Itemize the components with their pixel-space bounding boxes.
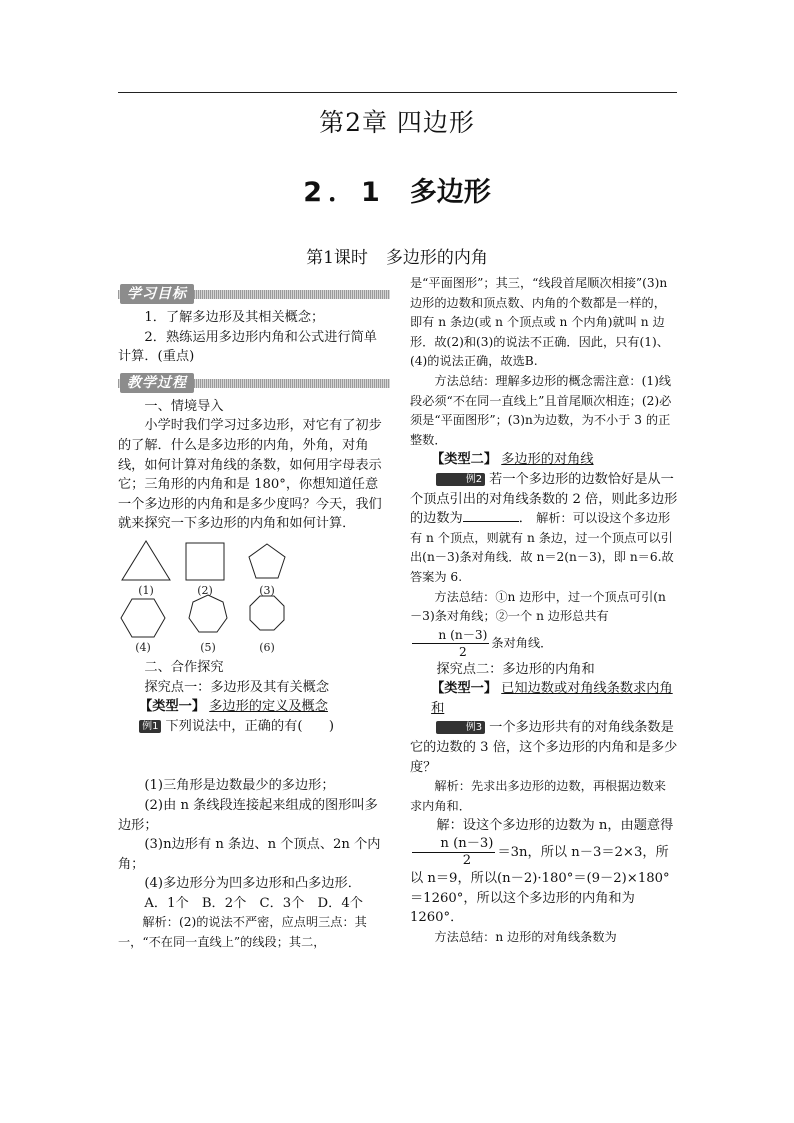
figure-label: (6) xyxy=(259,640,275,654)
type-title: 多边形的定义及概念 xyxy=(209,699,328,715)
fraction-denominator: 2 xyxy=(462,853,472,869)
section-heading xyxy=(0,170,794,209)
section-title: 多边形 xyxy=(409,177,491,208)
hexagon-shape xyxy=(121,599,165,637)
figure-label: (4) xyxy=(135,640,151,654)
figure-label: (5) xyxy=(200,640,216,654)
analysis-2: 解析：可以设这个多边形有 n 个顶点，则就有 n 条边，过一个顶点可以引出(n－3)条对角线．故 n＝2(n－3)，即 n＝6.故答案为 6. xyxy=(410,511,674,584)
statement-2: (2)由 n 条线段连接起来组成的图形叫多边形； xyxy=(118,797,378,833)
banner-label: 学习目标 xyxy=(120,284,194,304)
example-1 xyxy=(118,717,390,737)
solution-text: 解：设这个多边形的边数为 n，由题意得 xyxy=(436,818,674,834)
figure-label: (3) xyxy=(259,583,275,597)
method-summary-2 xyxy=(410,588,678,660)
example-text: 若一个多边形的边数恰好是从一个顶点引出的对角线条数的 2 倍，则此多边形的边数为 xyxy=(410,471,678,527)
answer-blank xyxy=(463,509,519,522)
fraction-numerator: n (n－3) xyxy=(412,627,489,644)
lesson-title: 多边形的内角 xyxy=(385,248,488,268)
statement-4: (4)多边形分为凹多边形和凸多边形． xyxy=(144,876,361,892)
figure-label: (1) xyxy=(138,583,154,597)
figure-label: (2) xyxy=(197,583,213,597)
square-shape xyxy=(186,543,224,580)
chapter-title: 第2章 四边形 xyxy=(319,108,475,137)
answer-options: A．1个 B．2个 C．3个 D．4个 xyxy=(144,895,363,911)
learning-goals-banner xyxy=(118,284,390,304)
explore-point-1: 探究点一：多边形及其有关概念 xyxy=(144,679,330,695)
type-1-heading xyxy=(118,697,390,717)
coop-heading: 二、合作探究 xyxy=(144,659,224,675)
type-bracket: 【类型一】 xyxy=(139,699,206,715)
fraction-denominator: 2 xyxy=(459,644,467,659)
analysis-3: 解析：先求出多边形的边数，再根据边数来求内角和． xyxy=(410,779,666,813)
statement-1: (1)三角形是边数最少的多边形； xyxy=(144,778,335,794)
fraction xyxy=(412,627,489,660)
intro-paragraph: 小学时我们学习过多边形，对它有了初步的了解．什么是多边形的内角，外角，对角线，如何计算对角线的条数，如何用字母表示它；三角形的内角和是 180°，你想知道任意一个多边形的内角和是多少度吗？今天，我们就来探究一下多边形的内角和如何计算． xyxy=(118,418,382,532)
triangle-shape xyxy=(122,541,170,580)
type-title: 已知边数或对角线条数求内角和 xyxy=(431,681,673,716)
top-rule xyxy=(118,92,677,93)
type-3-heading xyxy=(410,679,678,718)
lesson-heading xyxy=(0,243,794,268)
intro-heading: 一、情境导入 xyxy=(144,398,224,414)
left-column xyxy=(118,284,390,953)
goal-item: 2．熟练运用多边形内角和公式进行简单计算．(重点) xyxy=(118,329,377,365)
analysis-1-continued: 是“平面图形”；其三，“线段首尾顺次相接”(3)n边形的边数和顶点数、内角的个数都是一样的，即有 n 条边(或 n 个顶点或 n 个内角)就叫 n 边形．故(2)和(3)的说法不正确．因此，只有(1)、(4)的说法正确，故选B. xyxy=(410,276,669,369)
right-column xyxy=(410,274,678,947)
solution-text: ＝3n，所以 n－3＝2×3，所以 n＝9，所以(n－2)·180°＝(9－2)×180°＝1260°，所以这个多边形的内角和为 1260°． xyxy=(410,845,670,926)
type-bracket: 【类型一】 xyxy=(431,681,498,697)
solution-3 xyxy=(410,816,678,927)
octagon-shape xyxy=(250,596,284,630)
method-summary-1: 方法总结：理解多边形的概念需注意：(1)线段必须“不在同一直线上”且首尾顺次相连；(2)必须是“平面图形”；(3)n为边数，为不小于 3 的正整数． xyxy=(410,373,672,447)
method-text: 条对角线． xyxy=(491,635,553,650)
example-text: 下列说法中，正确的有( ) xyxy=(165,718,335,734)
teaching-process-banner xyxy=(118,373,390,393)
polygon-figure-svg xyxy=(118,538,390,656)
fraction xyxy=(412,836,495,869)
example-3 xyxy=(410,718,678,777)
example-text-end: ． xyxy=(518,511,532,527)
example-2 xyxy=(410,470,678,588)
example-text: 一个多边形共有的对角线条数是它的边数的 3 倍，这个多边形的内角和是多少度？ xyxy=(410,720,678,775)
heptagon-shape xyxy=(189,595,227,632)
type-bracket: 【类型二】 xyxy=(431,452,498,468)
method-text: 方法总结：①n 边形中，过一个顶点可引(n－3)条对角线；②一个 n 边形总共有 xyxy=(410,589,666,624)
section-number: 2．1 xyxy=(303,177,386,208)
lesson-label: 第1课时 xyxy=(306,248,368,268)
goal-item: 1．了解多边形及其相关概念； xyxy=(144,310,325,325)
pentagon-shape xyxy=(249,544,285,578)
statement-3: (3)n边形有 n 条边、n 个顶点、2n 个内角； xyxy=(118,837,381,872)
explore-point-2: 探究点二：多边形的内角和 xyxy=(436,661,595,677)
banner-label: 教学过程 xyxy=(120,373,194,393)
type-2-heading xyxy=(410,450,678,470)
example-tag: 例3 xyxy=(436,721,485,734)
polygon-figures xyxy=(118,538,390,656)
example-tag: 例1 xyxy=(139,720,161,733)
method-summary-3: 方法总结：n 边形的对角线条数为 xyxy=(434,929,617,944)
type-title: 多边形的对角线 xyxy=(501,452,594,468)
analysis-1: 解析：(2)的说法不严密，应点明三点：其一，“不在同一直线上”的线段；其二， xyxy=(118,915,367,950)
example-tag: 例2 xyxy=(436,473,485,486)
fraction-numerator: n (n－3) xyxy=(412,836,495,853)
